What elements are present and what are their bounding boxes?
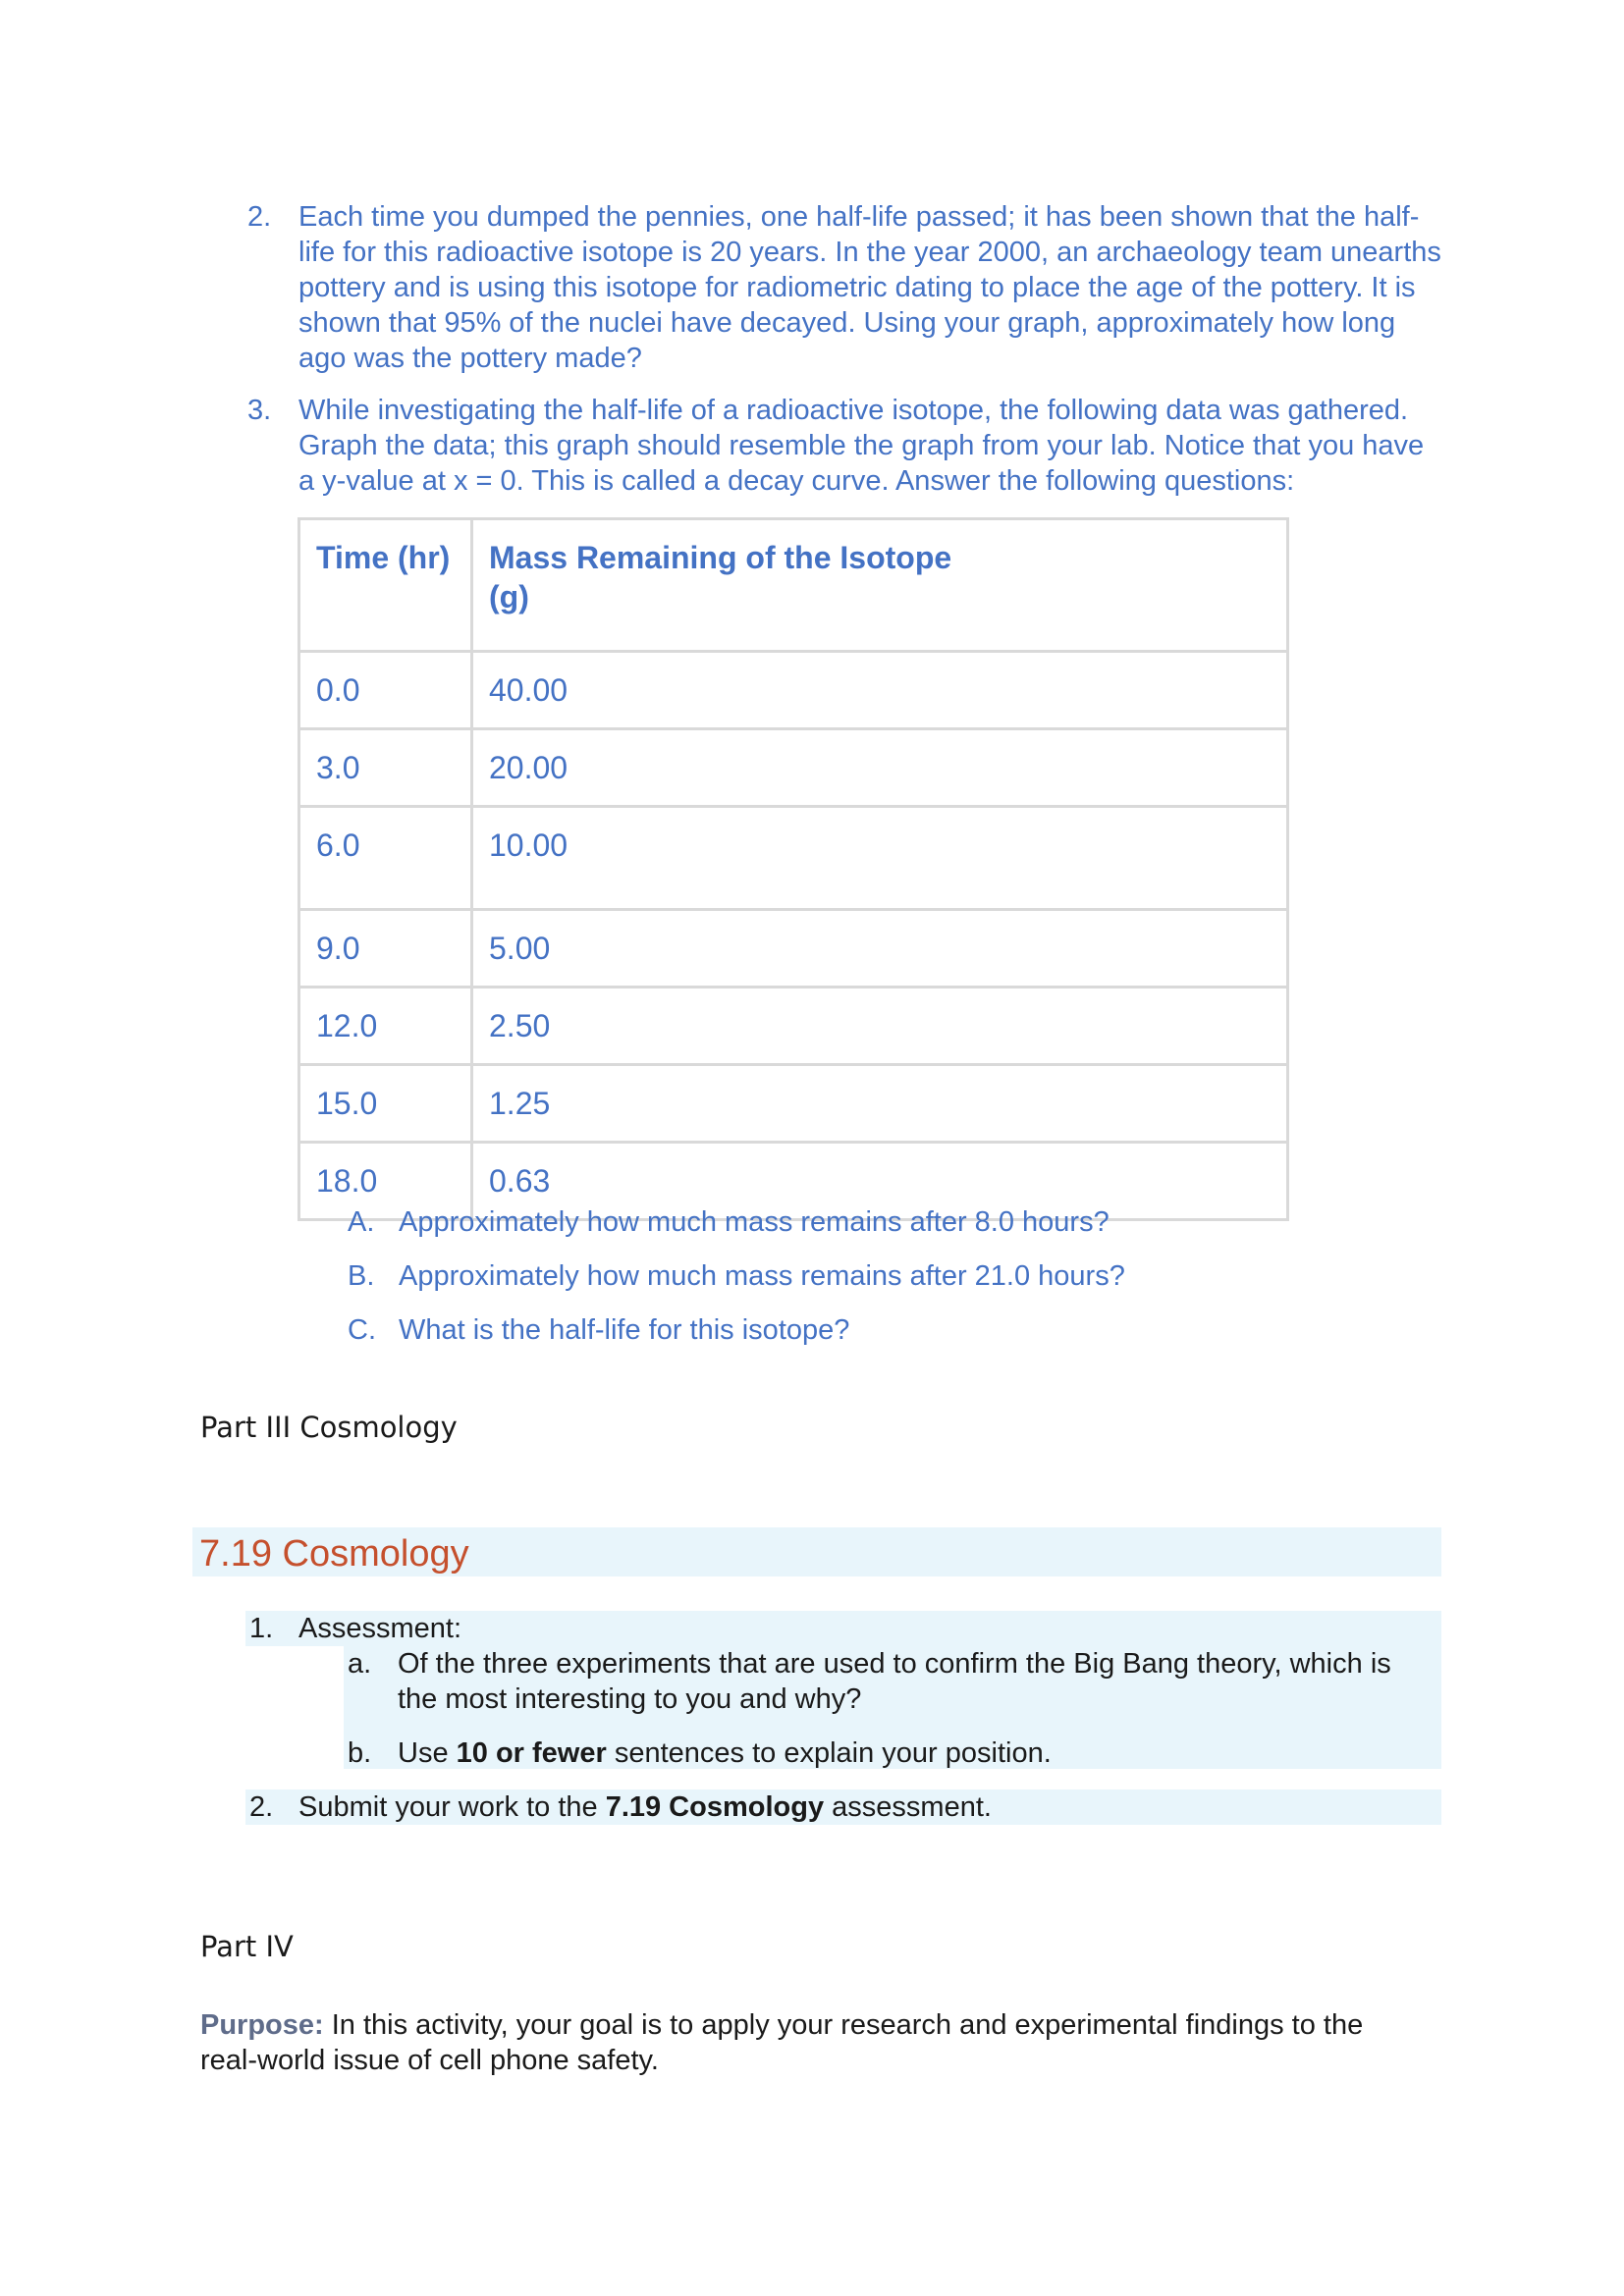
assessment-item-2-number: 2. xyxy=(249,1791,274,1823)
purpose-text: In this activity, your goal is to apply your research and experimental findings to the real-world issue of cell phone safety. xyxy=(200,2009,1364,2076)
table-row xyxy=(299,988,1288,1065)
table-cell-mass: 2.50 xyxy=(472,988,1288,1065)
table-cell-mass: 40.00 xyxy=(472,652,1288,729)
assessment-b-text xyxy=(398,1735,1052,1771)
assessment-item-1-label: Assessment: xyxy=(298,1613,461,1644)
assessment-item-2-post: assessment. xyxy=(824,1791,992,1823)
question-3-text: While investigating the half-life of a radioactive isotope, the following data was gathered. Graph the data; this graph should resemble the graph from your lab. Notice that you have a y-value at x = 0. This is called a decay curve. Answer the following questions: xyxy=(298,395,1425,497)
table-cell-time: 0.0 xyxy=(299,652,472,729)
assessment-item-1-number: 1. xyxy=(249,1613,274,1644)
table-cell-time: 12.0 xyxy=(299,988,472,1065)
purpose-paragraph xyxy=(200,2007,1418,2078)
subquestion-text: Approximately how much mass remains after 8.0 hours? xyxy=(399,1206,1110,1238)
subquestion-letter: B. xyxy=(348,1260,375,1292)
table-header-row xyxy=(299,519,1288,652)
question-2-text: Each time you dumped the pennies, one half-life passed; it has been shown that the half-life for this radioactive isotope is 20 years. In the year 2000, an archaeology team unearths pottery and is using this isotope for radiometric dating to place the age of the pottery. It is shown that 95% of the nuclei have decayed. Using your graph, approximately how long ago was the pottery made? xyxy=(298,201,1441,374)
section-heading: 7.19 Cosmology xyxy=(199,1533,469,1575)
table-cell-time: 3.0 xyxy=(299,729,472,807)
assessment-a-letter: a. xyxy=(348,1648,372,1680)
assessment-item-2-pre: Submit your work to the xyxy=(298,1791,606,1823)
assessment-b-post: sentences to explain your position. xyxy=(606,1737,1052,1769)
assessment-a-text: Of the three experiments that are used to confirm the Big Bang theory, which is the most interesting to you and why? xyxy=(398,1648,1391,1715)
assessment-b-letter: b. xyxy=(348,1737,372,1769)
assessment-item-2-text xyxy=(298,1789,992,1825)
table-row xyxy=(299,910,1288,988)
table-header-mass: Mass Remaining of the Isotope (g) xyxy=(472,519,1288,652)
question-2-number: 2. xyxy=(247,201,272,233)
table-cell-time: 6.0 xyxy=(299,807,472,910)
table-row xyxy=(299,807,1288,910)
assessment-item-2-bold: 7.19 Cosmology xyxy=(605,1791,825,1823)
question-3-number: 3. xyxy=(247,395,272,426)
table-header-time: Time (hr) xyxy=(299,519,472,652)
table-cell-time: 15.0 xyxy=(299,1065,472,1143)
table-cell-time: 9.0 xyxy=(299,910,472,988)
subquestion-letter: A. xyxy=(348,1206,375,1238)
table-cell-mass: 10.00 xyxy=(472,807,1288,910)
part-3-title: Part III Cosmology xyxy=(200,1411,458,1444)
purpose-label: Purpose: xyxy=(200,2009,324,2041)
table-row xyxy=(299,652,1288,729)
table-row xyxy=(299,1065,1288,1143)
table-row xyxy=(299,729,1288,807)
assessment-b-pre: Use xyxy=(398,1737,457,1769)
table-cell-mass: 0.63 xyxy=(472,1143,1288,1220)
subquestion-text: Approximately how much mass remains after 21.0 hours? xyxy=(399,1260,1125,1292)
table-cell-mass: 1.25 xyxy=(472,1065,1288,1143)
table-cell-mass: 20.00 xyxy=(472,729,1288,807)
table-cell-mass: 5.00 xyxy=(472,910,1288,988)
assessment-b-bold: 10 or fewer xyxy=(456,1737,607,1769)
decay-data-table xyxy=(298,517,1289,1221)
table-cell-time: 18.0 xyxy=(299,1143,472,1220)
part-4-title: Part IV xyxy=(200,1930,294,1963)
subquestion-letter: C. xyxy=(348,1314,376,1346)
subquestion-text: What is the half-life for this isotope? xyxy=(399,1314,850,1346)
